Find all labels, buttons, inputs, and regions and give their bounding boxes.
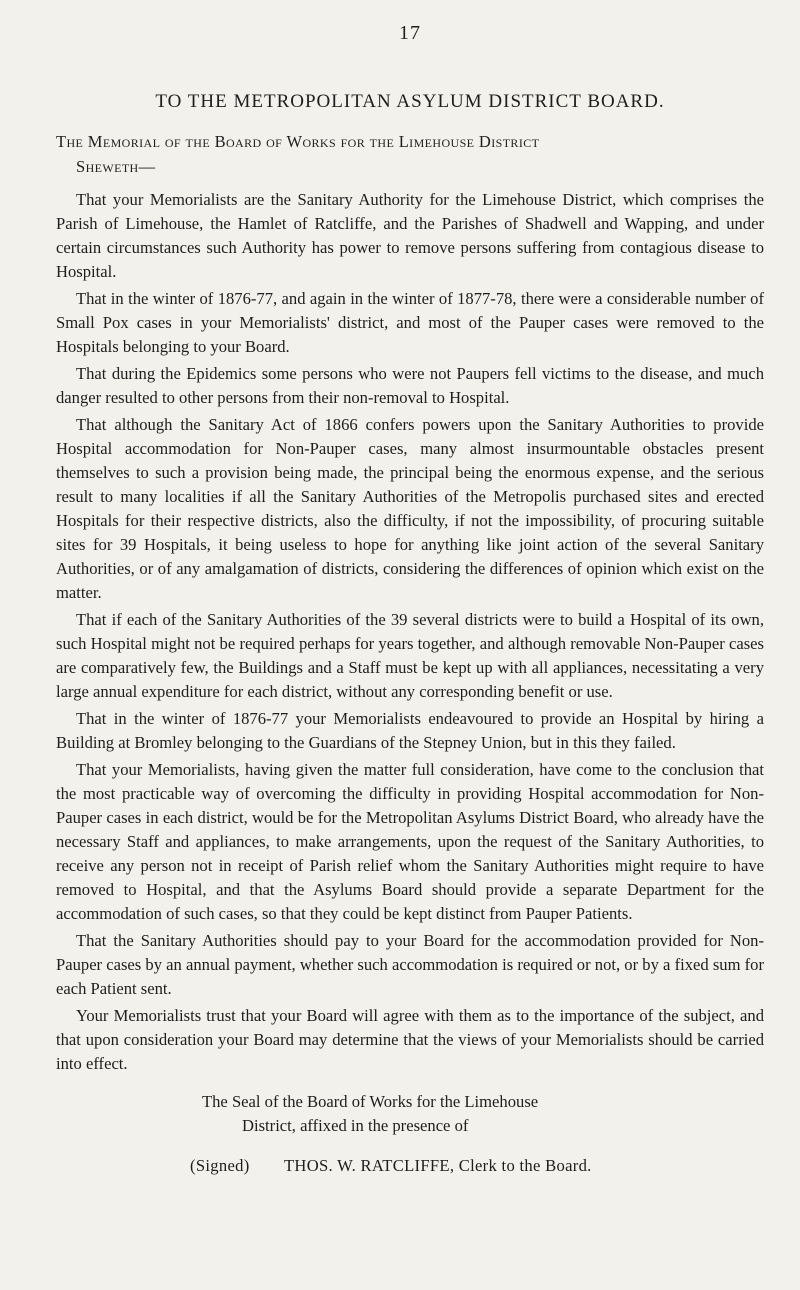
paragraph: That if each of the Sanitary Authorities of the 39 several districts were to build a Hospital of its own, such Hospital might not be required perhaps for years together, and although removable Non-Pauper cases are comparatively few, the Buildings and a Staff must be kept up with all appliances, necessitating a very large annual expenditure for each district, without any corresponding benefit or use. <box>56 610 764 701</box>
paragraph: That although the Sanitary Act of 1866 confers powers upon the Sanitary Authorities to provide Hospital accommodation for Non-Pauper cases, many almost insurmountable obstacles present themselves to such a provision being made, the principal being the enormous expense, and the serious result to many localities if all the Sanitary Authorities of the Metropolis purchased sites and erected Hospitals for their respective districts, also the difficulty, if not the impossibility, of procuring suitable sites for 39 Hospitals, it being useless to hope for anything like joint action of the several Sanitary Authorities, or of any amalgamation of districts, considering the differences of opinion which exist on the matter. <box>56 415 764 602</box>
seal-statement <box>202 1090 642 1138</box>
signatory-name: THOS. W. RATCLIFFE, Clerk to the Board. <box>284 1156 592 1175</box>
paragraph: That in the winter of 1876-77 your Memorialists endeavoured to provide an Hospital by hiring a Building at Bromley belonging to the Guardians of the Stepney Union, but in this they failed. <box>56 709 764 752</box>
seal-line-1: The Seal of the Board of Works for the Limehouse <box>202 1092 539 1111</box>
paragraph: That in the winter of 1876-77, and again in the winter of 1877-78, there were a considerable number of Small Pox cases in your Memorialists' district, and most of the Pauper cases were removed to the Hospitals belonging to your Board. <box>56 289 764 356</box>
paragraph: That the Sanitary Authorities should pay to your Board for the accommodation provided for Non-Pauper cases by an annual payment, whether such accommodation is required or not, or by a fixed sum for each Patient sent. <box>56 931 764 998</box>
document-heading: TO THE METROPOLITAN ASYLUM DISTRICT BOARD. <box>155 91 665 112</box>
page-number: 17 <box>399 22 421 44</box>
paragraph: Your Memorialists trust that your Board will agree with them as to the importance of the subject, and that upon consideration your Board may determine that the views of your Memorialists should be carried into effect. <box>56 1006 764 1073</box>
paragraph: That your Memorialists, having given the matter full consideration, have come to the conclusion that the most practicable way of overcoming the difficulty in providing Hospital accommodation for Non-Pauper cases in each district, would be for the Metropolitan Asylums District Board, who already have the necessary Staff and appliances, to make arrangements, upon the request of the Sanitary Authorities, to receive any person not in receipt of Parish relief whom the Sanitary Authorities might require to have removed to Hospital, and that the Asylums Board should provide a separate Department for the accommodation of such cases, so that they could be kept distinct from Pauper Patients. <box>56 760 764 923</box>
memorial-title-text: The Memorial of the Board of Works for the Limehouse District <box>56 132 540 151</box>
signature-block <box>190 1156 764 1176</box>
paragraph: That during the Epidemics some persons who were not Paupers fell victims to the disease, and much danger resulted to other persons from their non-removal to Hospital. <box>56 364 764 407</box>
sheweth-text: Sheweth— <box>76 157 156 176</box>
seal-line-2: District, affixed in the presence of <box>242 1116 469 1135</box>
memorial-title <box>56 129 764 179</box>
signed-label: (Signed) <box>190 1156 250 1175</box>
paragraph: That your Memorialists are the Sanitary Authority for the Limehouse District, which comprises the Parish of Limehouse, the Hamlet of Ratcliffe, and the Parishes of Shadwell and Wapping, and under certain circumstances such Authority has power to remove persons suffering from contagious disease to Hospital. <box>56 190 764 281</box>
